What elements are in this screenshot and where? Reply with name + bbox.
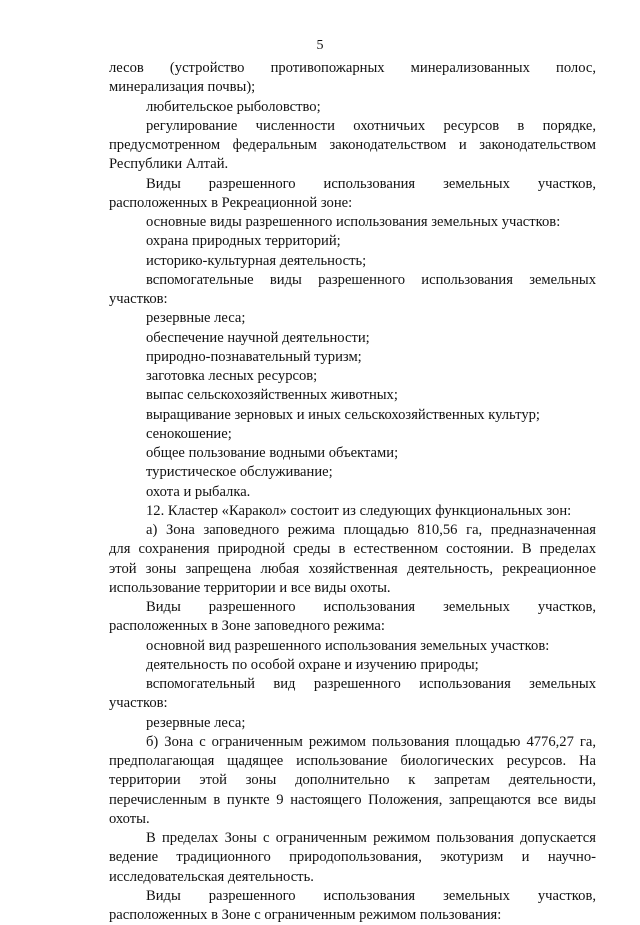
text-line: 12. Кластер «Каракол» состоит из следующих функциональных зон: (146, 502, 572, 519)
text-line: участков: (109, 695, 168, 712)
text-line: Виды разрешенного использования земельных участков, (146, 887, 596, 904)
text-line: В пределах Зоны с ограниченным режимом пользования допускается (146, 830, 596, 846)
text-line: Виды разрешенного использования земельных участков, (146, 175, 596, 192)
text-line: природно-познавательный туризм; (146, 348, 362, 365)
text-line: участков: (109, 291, 168, 307)
text-line: охота и рыбалка. (146, 483, 251, 500)
text-line: вспомогательные виды разрешенного использования земельных (146, 271, 596, 288)
text-line: основной вид разрешенного использования земельных участков: (146, 637, 550, 654)
text-line: историко-культурная деятельность; (146, 252, 367, 269)
text-line: ведение традиционного природопользования, экотуризм и научно- (109, 849, 596, 866)
text-line: предусмотренном федеральным законодательством и законодательством (109, 137, 596, 153)
text-line: этой зоны запрещена любая хозяйственная деятельность, рекреационное (109, 560, 596, 577)
text-line: деятельность по особой охране и изучению природы; (146, 656, 479, 673)
text-line: расположенных в Зоне с ограниченным режимом пользования: (109, 907, 502, 923)
text-line: лесов (устройство противопожарных минерализованных полос, (109, 60, 596, 76)
text-line: предполагающая щадящее использование биологических ресурсов. На (109, 753, 596, 769)
text-line: сенокошение; (146, 425, 232, 442)
text-line: расположенных в Рекреационной зоне: (109, 194, 353, 211)
text-line: Виды разрешенного использования земельных участков, (146, 599, 596, 615)
text-line: выращивание зерновых и иных сельскохозяйственных культур; (146, 406, 540, 423)
text-line: исследовательская деятельность. (109, 868, 314, 885)
text-line: туристическое обслуживание; (146, 464, 333, 481)
text-line: выпас сельскохозяйственных животных; (146, 387, 398, 404)
text-line: основные виды разрешенного использования земельных участков: (146, 214, 561, 230)
text-line: резервные леса; (146, 714, 246, 731)
text-line: охрана природных территорий; (146, 233, 341, 250)
text-line: резервные леса; (146, 310, 246, 327)
text-line: регулирование численности охотничьих ресурсов в порядке, (146, 117, 596, 134)
text-line: перечисленным в пункте 9 настоящего Положения, запрещаются все виды (109, 791, 596, 808)
text-line: а) Зона заповедного режима площадью 810,56 га, предназначенная (146, 522, 596, 538)
text-line: обеспечение научной деятельности; (146, 329, 370, 346)
text-line: общее пользование водными объектами; (146, 445, 399, 461)
text-line: б) Зона с ограниченным режимом пользования площадью 4776,27 га, (146, 733, 596, 750)
text-line: расположенных в Зоне заповедного режима: (109, 618, 385, 635)
text-line: территории этой зоны дополнительно к запретам деятельности, (109, 772, 596, 789)
text-line: вспомогательный вид разрешенного использования земельных (146, 676, 596, 692)
text-line: минерализация почвы); (109, 79, 256, 96)
page-number: 5 (316, 38, 324, 53)
text-line: для сохранения природной среды в естественном состоянии. В пределах (109, 541, 596, 558)
text-line: использование территории и все виды охоты. (109, 579, 391, 596)
text-line: Республики Алтай. (109, 156, 229, 173)
text-line: охоты. (109, 810, 150, 827)
text-line: заготовка лесных ресурсов; (146, 368, 318, 384)
text-line: любительское рыболовство; (146, 98, 321, 115)
body-text (109, 59, 596, 925)
